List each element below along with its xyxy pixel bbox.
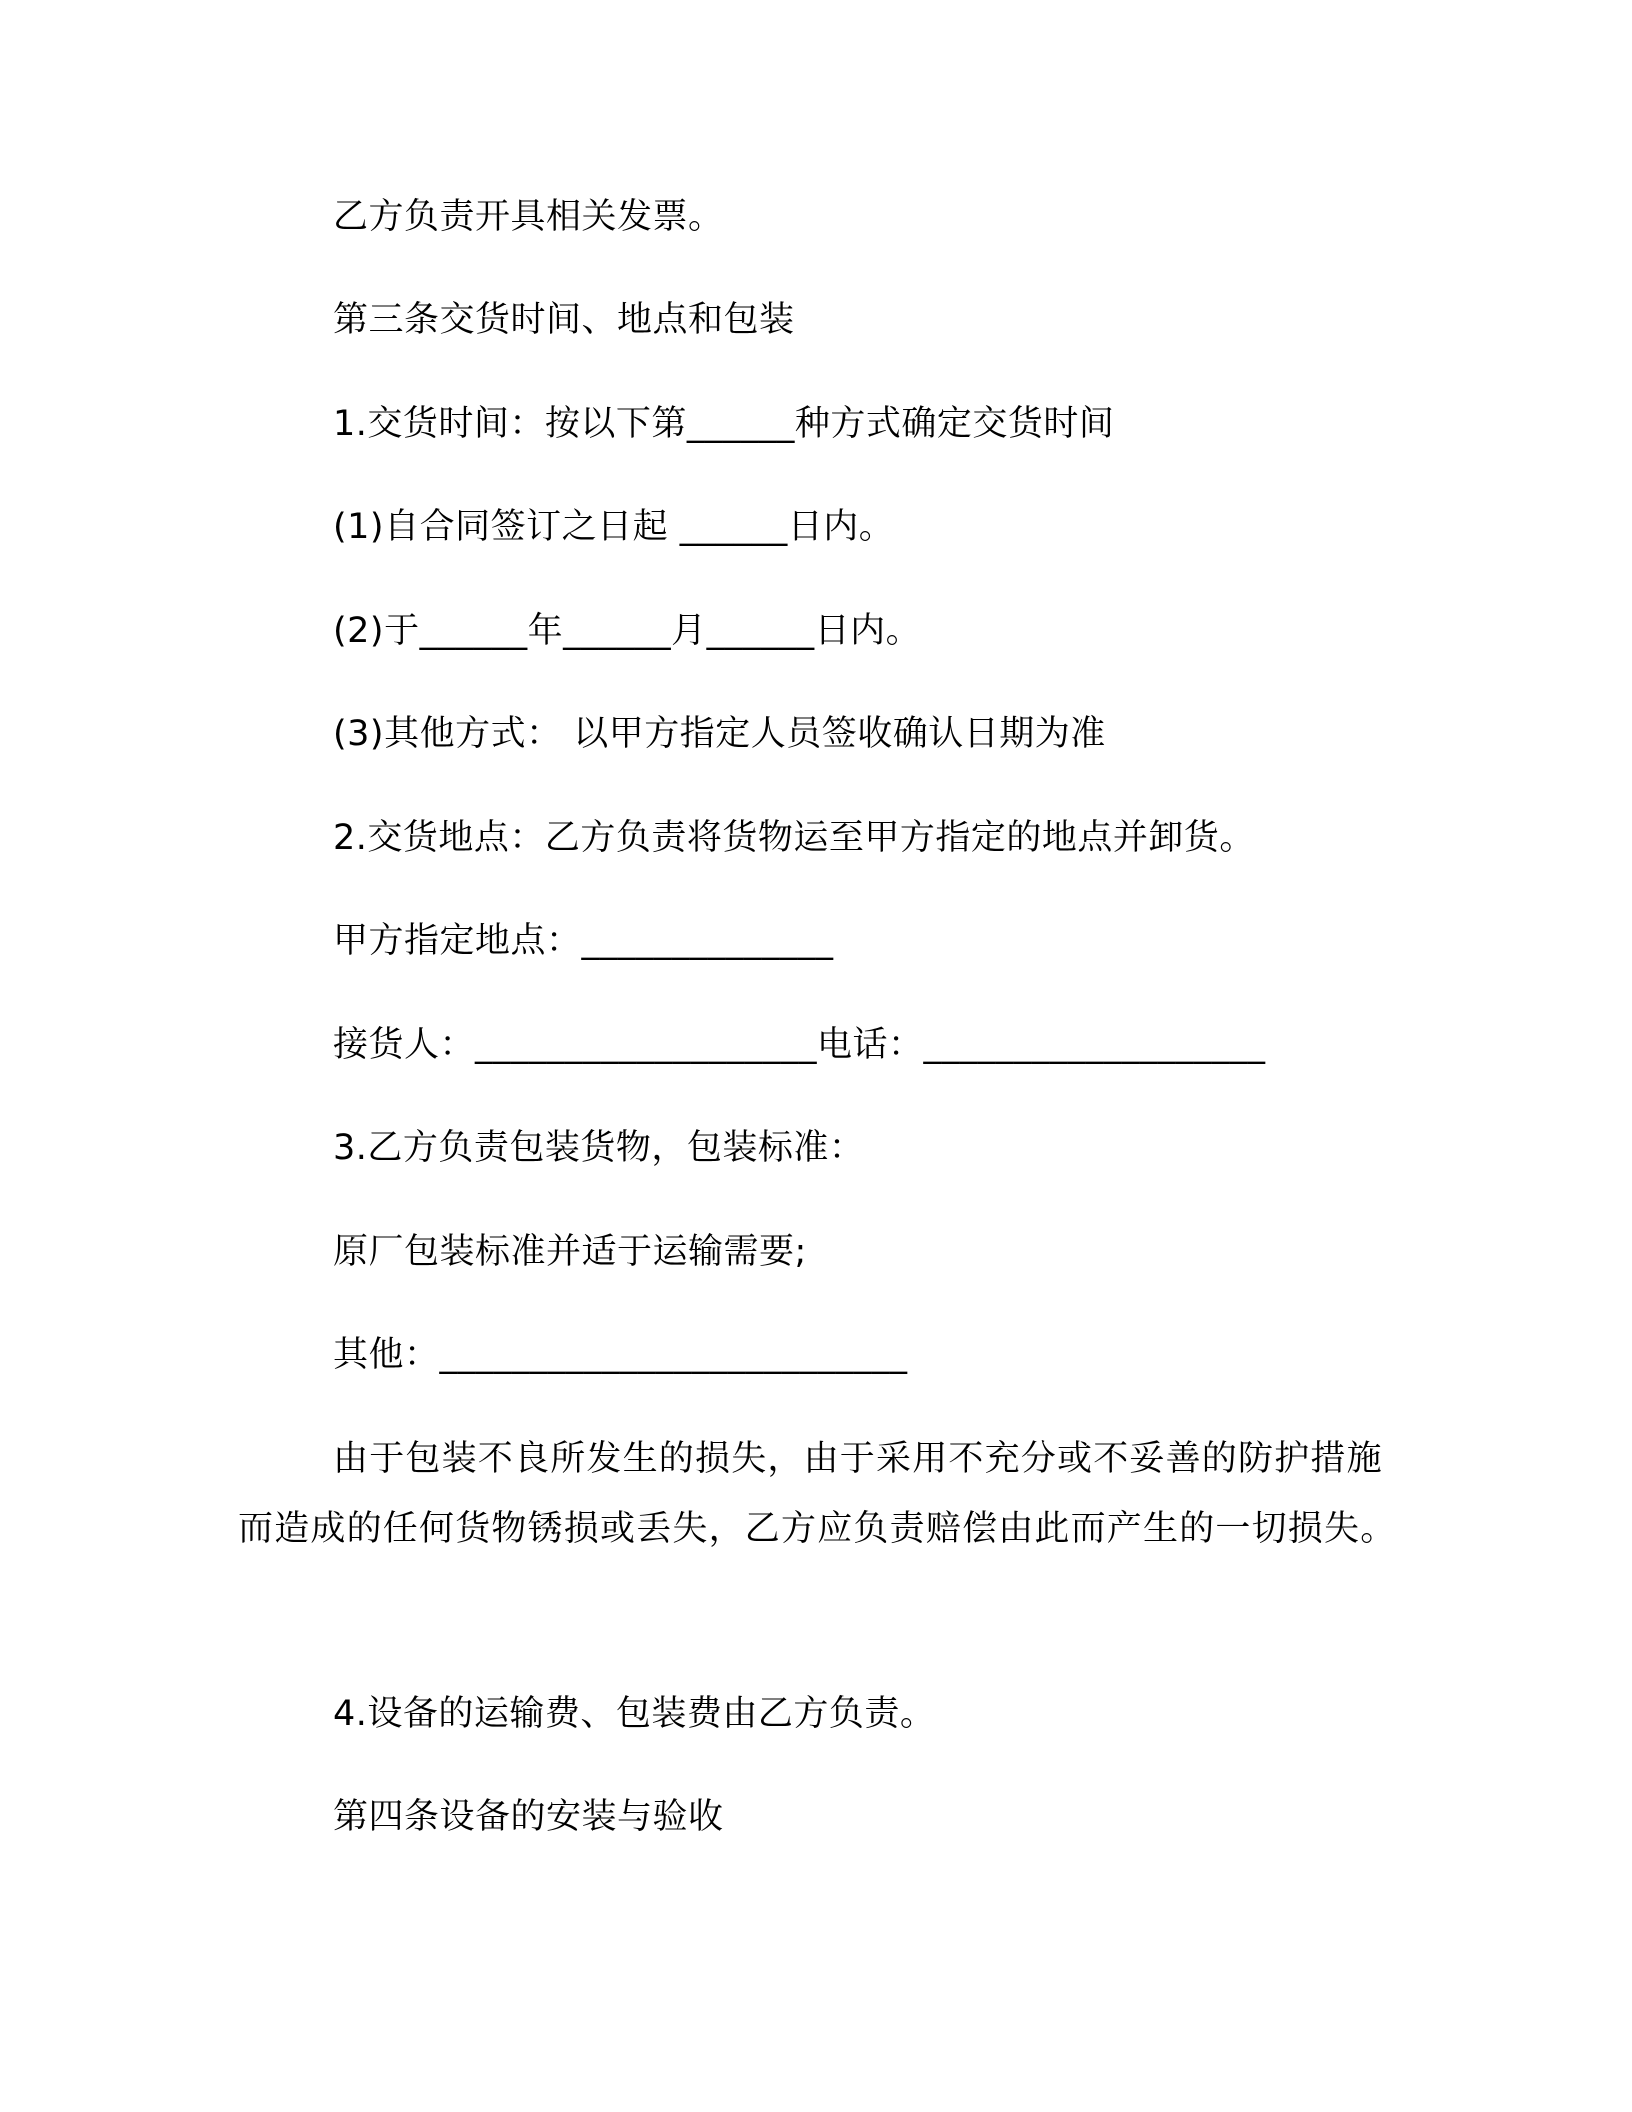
text-line-consignee-phone: 接货人：___________________电话：___________________ — [333, 1025, 1266, 1065]
text-line-transport-fee: 4.设备的运输费、包装费由乙方负责。 — [333, 1694, 936, 1734]
text-line-packaging-standard: 原厂包装标准并适于运输需要; — [333, 1232, 807, 1272]
text-line-packaging: 3.乙方负责包装货物，包装标准： — [333, 1128, 865, 1168]
text-line-other: 其他：__________________________ — [333, 1335, 908, 1375]
text-line-option-3: (3)其他方式： 以甲方指定人员签收确认日期为准 — [333, 714, 1106, 754]
section-heading-article-4: 第四条设备的安装与验收 — [333, 1797, 724, 1837]
text-line-option-1: (1)自合同签订之日起 ______日内。 — [333, 507, 895, 547]
text-line-option-2: (2)于______年______月______日内。 — [333, 611, 922, 651]
text-line-designated-place: 甲方指定地点：______________ — [333, 921, 834, 961]
text-line-delivery-time: 1.交货时间：按以下第______种方式确定交货时间 — [333, 404, 1115, 444]
section-heading-article-3: 第三条交货时间、地点和包装 — [333, 300, 795, 340]
paragraph-packaging-loss: 由于包装不良所发生的损失，由于采用不充分或不妥善的防护措施而造成的任何货物锈损或丢失，乙方应负责赔偿由此而产生的一切损失。 — [238, 1439, 1397, 1549]
text-line-delivery-place: 2.交货地点：乙方负责将货物运至甲方指定的地点并卸货。 — [333, 818, 1255, 858]
text-line-invoice: 乙方负责开具相关发票。 — [333, 197, 724, 237]
